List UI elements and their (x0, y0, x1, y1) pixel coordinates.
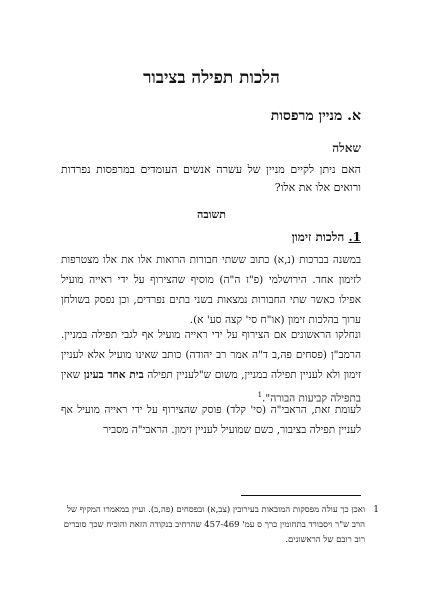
paragraph-2-bold: בית אחד בעינן (83, 369, 144, 381)
section-title: א. מניין מרפסות (270, 108, 361, 124)
footnote (59, 503, 379, 548)
subsection-heading (292, 230, 361, 245)
page-title: הלכות תפילה בציבור (143, 68, 280, 88)
paragraph-2 (61, 325, 361, 409)
paragraph-1: במשנה בברכות (נ,א) כתוב ששתי חבורות הרואות אלו את אלו מצטרפות לזימון אחד. הירושלמי (פ"ז ה"ה) מוסיף שהצירוף על ידי ראייה מועיל אפילו כאשר שתי החבורות נמצאות בשני בתים נפרדים, וכן נפסק בשולחן ערוך בהלכות זימון (או"ח סי' קצה סע' א). (61, 254, 361, 326)
paragraph-2-text: ונחלקו הראשונים אם הצירוף על ידי ראייה מועיל אף לגבי תפילה במניין. הרמב"ן (פסחים פה,ב ד"ה אמר רב יהודה) כותב שאינו מועיל אלא לעניין זימון ולא לעניין תפילה במניין, משום ש"לעניין תפילה (61, 329, 361, 381)
answer-label: תשובה (197, 208, 226, 221)
subsection-number: 1. (348, 230, 361, 244)
footnote-number: 1 (373, 505, 379, 515)
footnote-marker[interactable]: 1 (257, 391, 263, 399)
subsection-title: הלכות זימון (291, 230, 345, 244)
footnote-divider (241, 495, 361, 496)
question-label: שאלה (332, 141, 361, 155)
paragraph-2-text-end: שאין בתפילה קביעות הבורה". (61, 369, 361, 405)
paragraph-3: לעומת זאת, הראבי"ה (סי' קלד) פוסק שהצירוף על ידי ראייה מועיל אף לעניין תפילה בציבור, כשם שמועיל לעניין זימון. הראבי"ה מסביר (61, 404, 361, 436)
question-text: האם ניתן לקיים מניין של עשרה אנשים העומדים במרפסות נפרדות ורואים אלו את אלו? (61, 163, 361, 194)
footnote-text: ואכן כך עולה מפסקות המובאות בעירובין (צב,א) ובפסחים (פה,ב). ועיין במאמרו המקיף של הרב ש"ר ויסבורד בתחומין כרך ס עמ' 457-469 שהרחיב בנקודה הזאת והוכיח שכך סוברים רוב רובם של הראשונים. (63, 505, 365, 545)
